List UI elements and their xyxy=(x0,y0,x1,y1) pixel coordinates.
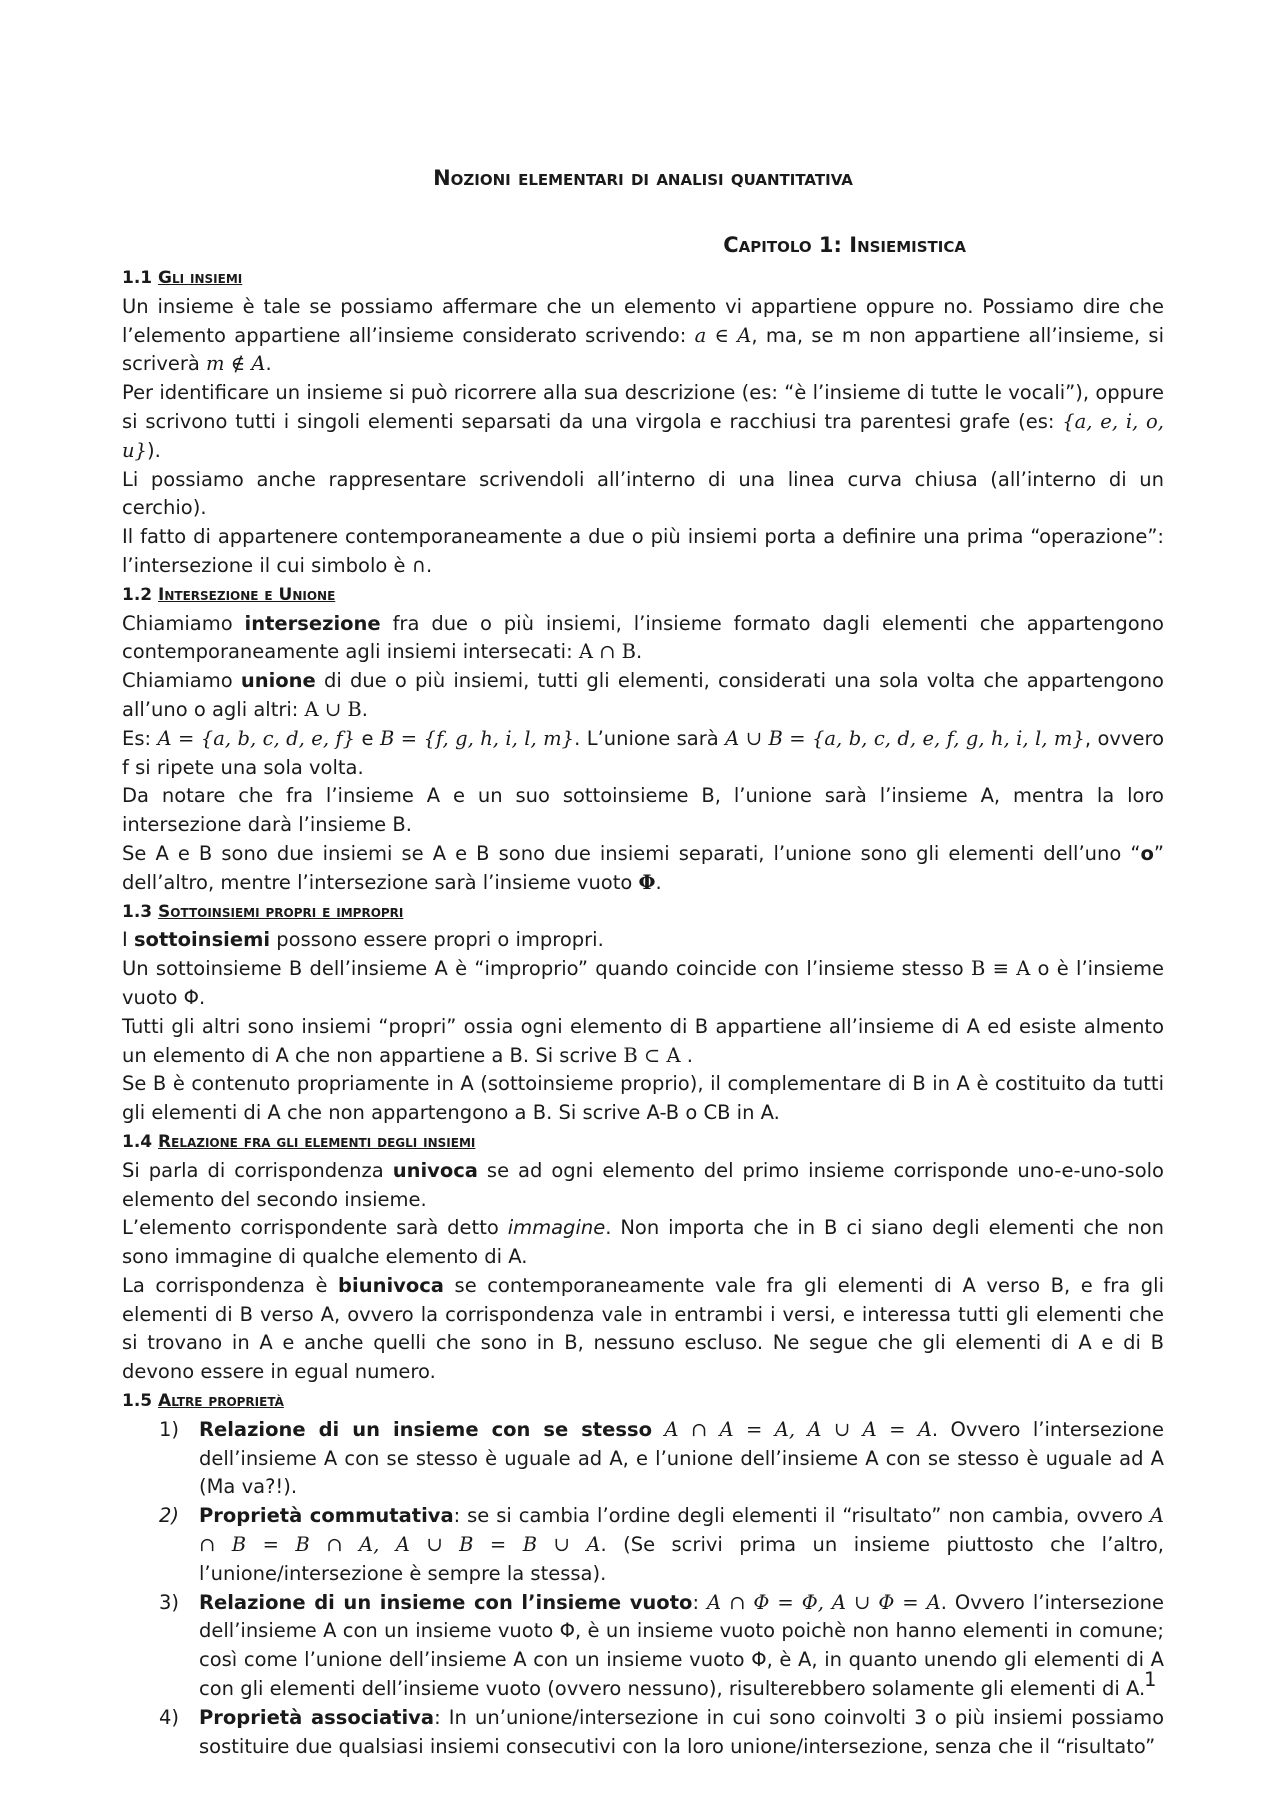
section-title: Altre proprietà xyxy=(158,1391,284,1412)
properties-list xyxy=(122,1416,1164,1762)
list-item: 4) Proprietà associativa: In un’unione/intersezione in cui sono coinvolti 3 o più insiemi possiamo sostituire due qualsiasi insiemi consecutivi con la loro unione/intersezione, senza che il “risultato” xyxy=(159,1705,1165,1758)
document-title: Nozioni elementari di analisi quantitativa xyxy=(433,166,853,190)
math-expression: A ∩ Φ = Φ, A ∪ Φ = A xyxy=(707,1590,941,1614)
section-heading-1-2 xyxy=(122,581,1164,610)
paragraph: La corrispondenza è biunivoca se contemporaneamente vale fra gli elementi di A verso B, e fra gli elementi di B verso A, ovvero la corrispondenza vale in entrambi i versi, e interessa tutti gli elementi che si trovano in A e anche quelli che sono in B, nessuno escluso. Ne segue che gli elementi di A e di B devono essere in egual numero. xyxy=(122,1273,1164,1384)
paragraph: Il fatto di appartenere contemporaneamente a due o più insiemi porta a definire una prima “operazione”: l’intersezione il cui simbolo è ∩. xyxy=(122,525,1164,577)
list-number: 2) xyxy=(159,1504,180,1528)
math-expression: B ≡ A xyxy=(970,957,1031,981)
list-item: 3) Relazione di un insieme con l’insieme vuoto: A ∩ Φ = Φ, A ∪ Φ = A. Ovvero l’intersezione dell’insieme A con un insieme vuoto Φ, è un insieme vuoto poichè non hanno elementi in comune; così come l’unione dell’insieme A con un insieme vuoto Φ, è A, in quanto unendo gli elementi di A con gli elementi dell’insieme vuoto (ovvero nessuno), risulterebbero solamente gli elementi di A. xyxy=(159,1590,1164,1701)
paragraph: Da notare che fra l’insieme A e un suo sottoinsieme B, l’unione sarà l’insieme A, mentra la loro intersezione darà l’insieme B. xyxy=(122,784,1164,837)
paragraph: Chiamiamo unione di due o più insiemi, tutti gli elementi, considerati una sola volta che appartengono all’uno o agli altri: A ∪ B. xyxy=(122,669,1164,721)
math-expression: A ∪ B xyxy=(304,697,362,721)
paragraph: Un sottoinsieme B dell’insieme A è “improprio” quando coincide con l’insieme stesso B ≡ A o è l’insieme vuoto Φ. xyxy=(122,957,1165,1009)
paragraph: I sottoinsiemi possono essere propri o impropri. xyxy=(122,928,604,952)
list-item: 2) Proprietà commutativa: se si cambia l’ordine degli elementi il “risultato” non cambia, ovvero A ∩ B = B ∩ A, A ∪ B = B ∪ A. (Se scrivi prima un insieme piuttosto che l’altro, l’unione/intersezione è sempre la stessa). xyxy=(159,1504,1164,1585)
paragraph: L’elemento corrispondente sarà detto immagine. Non importa che in B ci siano degli elementi che non sono immagine di qualche elemento di A. xyxy=(122,1216,1164,1269)
paragraph: Per identificare un insieme si può ricorrere alla sua descrizione (es: “è l’insieme di tutte le vocali”), oppure si scrivono tutti i singoli elementi separsati da una virgola e racchiusi tra parentesi grafe (es: {a, e, i, o, u}). xyxy=(122,381,1164,462)
section-number: 1.5 xyxy=(122,1391,153,1412)
section-heading-1-1 xyxy=(122,264,1164,293)
section-number: 1.3 xyxy=(122,901,153,922)
paragraph: Un insieme è tale se possiamo affermare che un elemento vi appartiene oppure no. Possiamo dire che l’elemento appartiene all’insieme considerato scrivendo: a ∈ A, ma, se m non appartiene all’insieme, si scriverà m ∉ A. xyxy=(122,294,1164,376)
list-number: 3) xyxy=(159,1590,180,1614)
section-heading-1-5 xyxy=(122,1387,1164,1416)
paragraph: Se A e B sono due insiemi se A e B sono due insiemi separati, l’unione sono gli elementi dell’uno “o” dell’altro, mentre l’intersezione sarà l’insieme vuoto Φ. xyxy=(122,841,1164,894)
list-item: 1) Relazione di un insieme con se stesso A ∩ A = A, A ∪ A = A. Ovvero l’intersezione dell’insieme A con se stesso è uguale ad A, e l’unione dell’insieme A con se stesso è uguale ad A (Ma va?!). xyxy=(159,1417,1164,1499)
list-number: 4) xyxy=(159,1705,180,1729)
section-heading-1-4 xyxy=(122,1128,1164,1157)
math-expression: A = {a, b, c, d, e, f} xyxy=(157,726,356,750)
paragraph: Si parla di corrispondenza univoca se ad ogni elemento del primo insieme corrisponde uno-e-uno-solo elemento del secondo insieme. xyxy=(122,1158,1164,1211)
section-title: Sottoinsiemi propri e impropri xyxy=(158,901,404,922)
math-expression: A ∩ B xyxy=(578,640,636,664)
section-title: Relazione fra gli elementi degli insiemi xyxy=(158,1131,476,1152)
math-expression: B ⊂ A xyxy=(623,1043,681,1067)
math-expression: m ∉ A xyxy=(206,352,266,376)
chapter-title: Capitolo 1: Insiemistica xyxy=(723,233,966,257)
math-expression: a ∈ A xyxy=(694,323,752,347)
math-expression: B = {f, g, h, i, l, m} xyxy=(379,726,575,750)
section-heading-1-3 xyxy=(122,898,1164,927)
section-title: Intersezione e Unione xyxy=(158,584,336,605)
section-number: 1.4 xyxy=(122,1131,153,1152)
list-number: 1) xyxy=(159,1417,180,1441)
math-expression: A ∪ B = {a, b, c, d, e, f, g, h, i, l, m} xyxy=(725,726,1085,750)
section-number: 1.2 xyxy=(122,584,153,605)
section-title: Gli insiemi xyxy=(158,268,243,288)
paragraph: Es: A = {a, b, c, d, e, f} e B = {f, g, h, i, l, m}. L’unione sarà A ∪ B = {a, b, c, d, e, f, g, h, i, l, m}, ovvero f si ripete una sola volta. xyxy=(122,726,1164,779)
math-expression: A ∩ B = B ∩ A, A ∪ B = B ∪ A xyxy=(199,1504,1164,1557)
paragraph: Chiamiamo intersezione fra due o più insiemi, l’insieme formato dagli elementi che appartengono contemporaneamente agli insiemi intersecati: A ∩ B. xyxy=(122,611,1164,664)
paragraph: Li possiamo anche rappresentare scrivendoli all’interno di una linea curva chiusa (all’interno di un cerchio). xyxy=(122,467,1164,520)
paragraph: Tutti gli altri sono insiemi “propri” ossia ogni elemento di B appartiene all’insieme di A ed esiste almento un elemento di A che non appartiene a B. Si scrive B ⊂ A . xyxy=(122,1014,1164,1067)
math-expression: A ∩ A = A, A ∪ A = A xyxy=(651,1417,932,1441)
math-expression: {a, e, i, o, u} xyxy=(122,409,1164,462)
section-number: 1.1 xyxy=(122,268,153,288)
page-number: 1 xyxy=(1144,1668,1157,1691)
document-page xyxy=(122,160,1164,1761)
paragraph: Se B è contenuto propriamente in A (sottoinsieme proprio), il complementare di B in A è costituito da tutti gli elementi di A che non appartengono a B. Si scrive A-B o CB in A. xyxy=(122,1072,1164,1125)
